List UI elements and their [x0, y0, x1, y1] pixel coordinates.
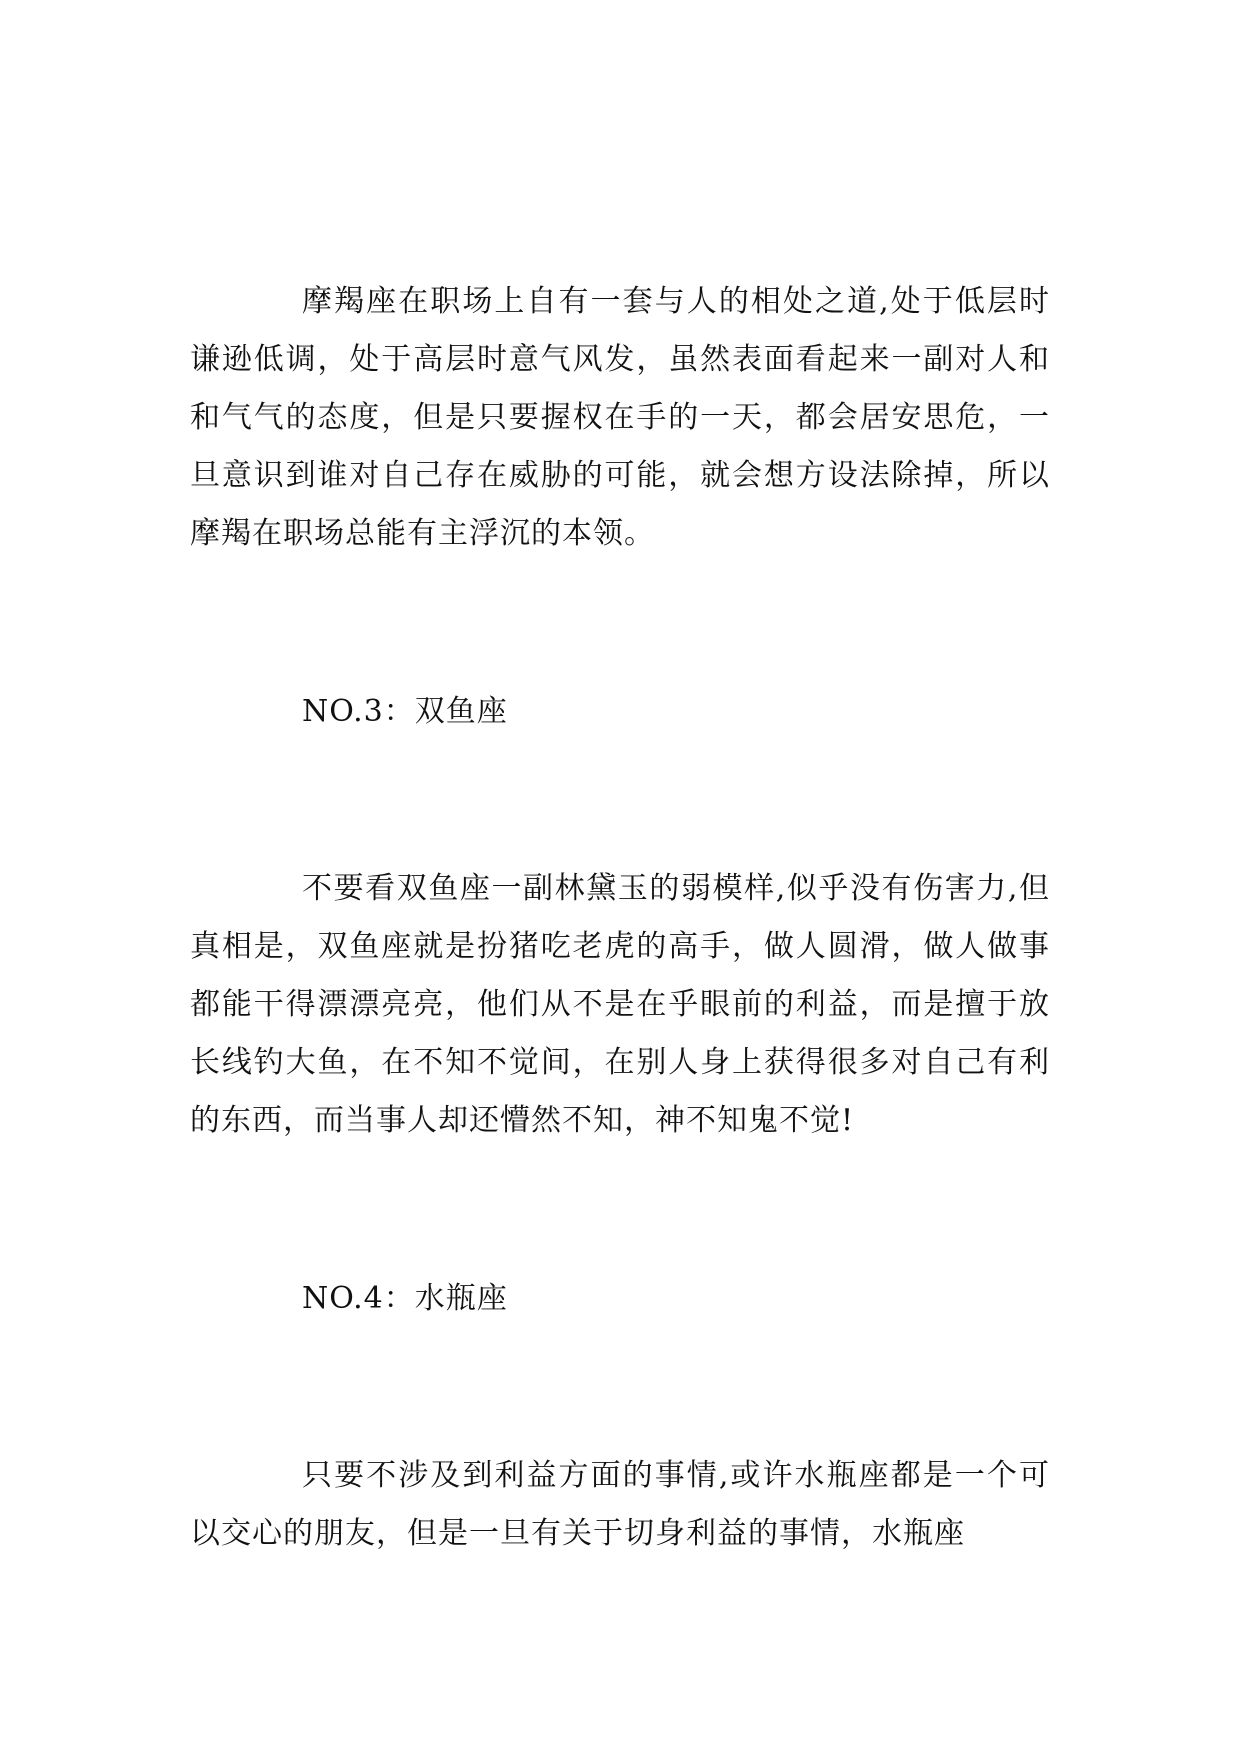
paragraph-aquarius: 只要不涉及到利益方面的事情,或许水瓶座都是一个可以交心的朋友，但是一旦有关于切身利益的事情，水瓶座 — [190, 1458, 1050, 1551]
paragraph-pisces: 不要看双鱼座一副林黛玉的弱模样,似乎没有伤害力,但真相是，双鱼座就是扮猪吃老虎的高手，做人圆滑，做人做事都能干得漂漂亮亮，他们从不是在乎眼前的利益，而是擅于放长线钓大鱼，在不知不觉间，在别人身上获得很多对自己有利的东西，而当事人却还懵然不知，神不知鬼不觉! — [190, 871, 1050, 1138]
heading-no3-pisces: NO.3：双鱼座 — [302, 694, 508, 729]
heading-no4-aquarius: NO.4：水瓶座 — [302, 1281, 508, 1316]
paragraph-capricorn: 摩羯座在职场上自有一套与人的相处之道,处于低层时谦逊低调，处于高层时意气风发，虽然表面看起来一副对人和和气气的态度，但是只要握权在手的一天，都会居安思危，一旦意识到谁对自己存在威胁的可能，就会想方设法除掉，所以摩羯在职场总能有主浮沉的本领。 — [190, 284, 1050, 551]
